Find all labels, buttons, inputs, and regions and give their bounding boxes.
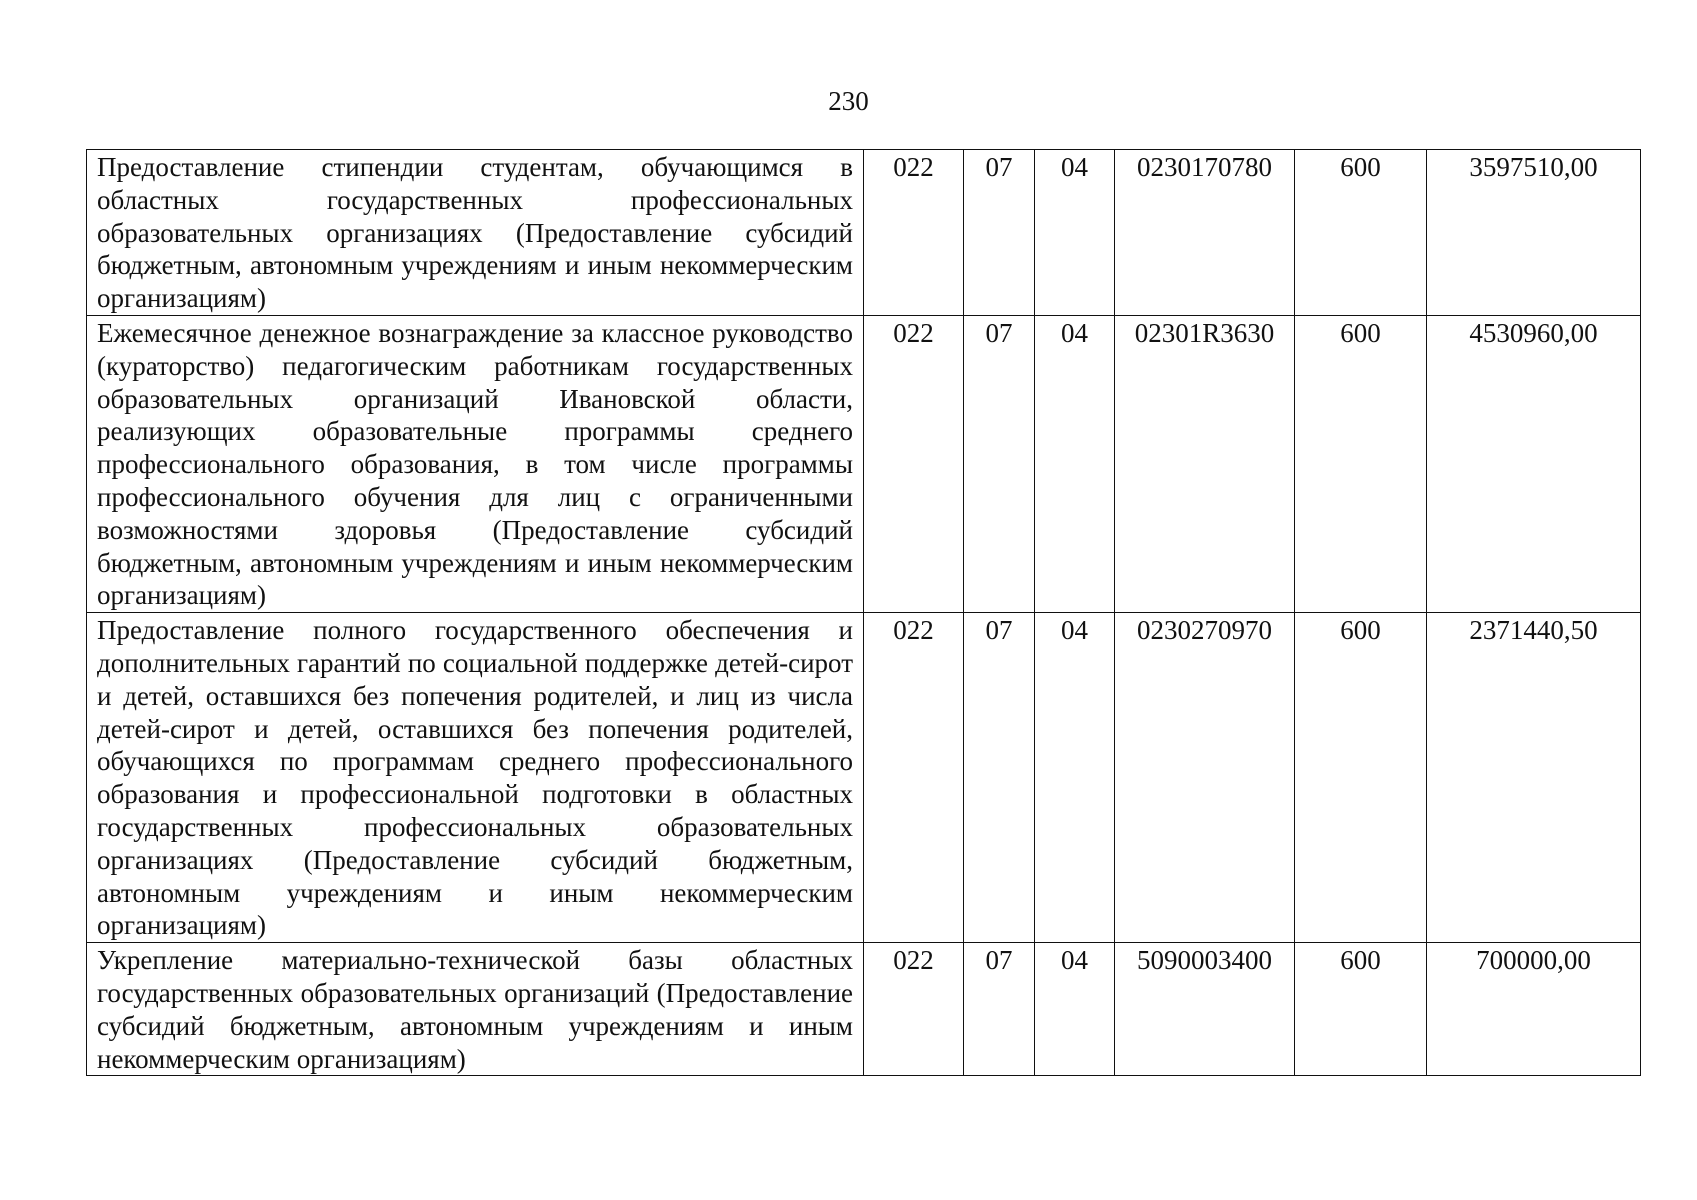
subsection-code: 04 xyxy=(1035,315,1115,612)
expense-type-code: 600 xyxy=(1295,943,1427,1076)
budget-table xyxy=(86,149,1641,1076)
expense-type-code: 600 xyxy=(1295,613,1427,943)
ministry-code: 022 xyxy=(864,943,964,1076)
page-number: 230 xyxy=(828,86,869,116)
ministry-code: 022 xyxy=(864,150,964,316)
target-article-code: 0230270970 xyxy=(1115,613,1295,943)
expense-type-code: 600 xyxy=(1295,315,1427,612)
section-code: 07 xyxy=(964,613,1035,943)
section-code: 07 xyxy=(964,943,1035,1076)
table-row xyxy=(87,613,1641,943)
target-article-code: 02301R3630 xyxy=(1115,315,1295,612)
amount-value: 700000,00 xyxy=(1427,943,1641,1076)
ministry-code: 022 xyxy=(864,613,964,943)
subsection-code: 04 xyxy=(1035,613,1115,943)
amount-value: 2371440,50 xyxy=(1427,613,1641,943)
table-row xyxy=(87,315,1641,612)
row-description: Предоставление стипендии студентам, обучающимся в областных государственных профессиональных образовательных организациях (Предоставление субсидий бюджетным, автономным учреждениям и иным некоммерческим организациям) xyxy=(87,150,864,316)
target-article-code: 5090003400 xyxy=(1115,943,1295,1076)
section-code: 07 xyxy=(964,315,1035,612)
table-row xyxy=(87,150,1641,316)
ministry-code: 022 xyxy=(864,315,964,612)
amount-value: 4530960,00 xyxy=(1427,315,1641,612)
subsection-code: 04 xyxy=(1035,150,1115,316)
table-row xyxy=(87,943,1641,1076)
amount-value: 3597510,00 xyxy=(1427,150,1641,316)
row-description: Укрепление материально-технической базы областных государственных образовательных организаций (Предоставление субсидий бюджетным, автономным учреждениям и иным некоммерческим организациям) xyxy=(87,943,864,1076)
section-code: 07 xyxy=(964,150,1035,316)
target-article-code: 0230170780 xyxy=(1115,150,1295,316)
expense-type-code: 600 xyxy=(1295,150,1427,316)
subsection-code: 04 xyxy=(1035,943,1115,1076)
row-description: Ежемесячное денежное вознаграждение за классное руководство (кураторство) педагогическим работникам государственных образовательных организаций Ивановской области, реализующих образовательные программы среднего профессионального образования, в том числе программы профессионального обучения для лиц с ограниченными возможностями здоровья (Предоставление субсидий бюджетным, автономным учреждениям и иным некоммерческим организациям) xyxy=(87,315,864,612)
row-description: Предоставление полного государственного обеспечения и дополнительных гарантий по социальной поддержке детей-сирот и детей, оставшихся без попечения родителей, и лиц из числа детей-сирот и детей, оставшихся без попечения родителей, обучающихся по программам среднего профессионального образования и профессиональной подготовки в областных государственных профессиональных образовательных организациях (Предоставление субсидий бюджетным, автономным учреждениям и иным некоммерческим организациям) xyxy=(87,613,864,943)
